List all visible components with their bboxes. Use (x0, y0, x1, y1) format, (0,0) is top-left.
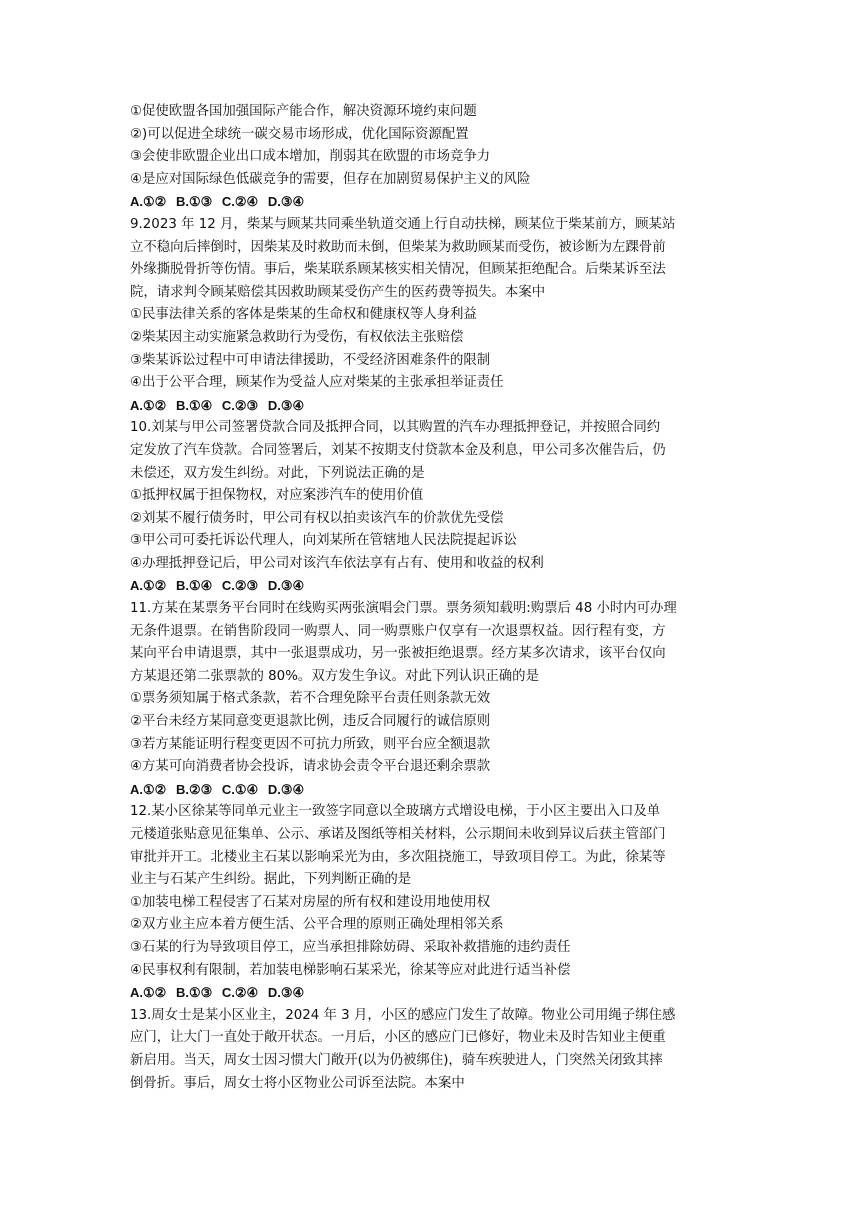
answer-options (130, 779, 732, 802)
option-b: B.①④ (175, 578, 213, 594)
option-a: A.①② (130, 781, 167, 797)
question-11 (130, 598, 732, 801)
question-8-continuation (130, 101, 732, 214)
stem-line: 10.刘某与甲公司签署贷款合同及抵押合同，以其购置的汽车办理抵押登记，并按照合同约 (130, 420, 661, 436)
statement-2: ②平台未经方某同意变更退款比例，违反合同履行的诚信原则 (130, 714, 491, 730)
question-10 (130, 417, 732, 598)
stem-line: 13.周女士是某小区业主，2024 年 3 月，小区的感应门发生了故障。物业公司用绳子绑住感 (130, 1007, 676, 1023)
option-b: B.①③ (175, 985, 213, 1001)
stem-line: 定发放了汽车贷款。合同签署后，刘某不按期支付贷款本金及利息，甲公司多次催告后，仍 (130, 442, 666, 458)
option-b: B.①③ (175, 194, 213, 210)
statement-1: ①票务须知属于格式条款，若不合理免除平台责任则条款无效 (130, 691, 491, 707)
option-c: C.②④ (221, 194, 259, 210)
stem-line: 应门，让大门一直处于敞开状态。一月后，小区的感应门已修好，物业未及时告知业主便重 (130, 1030, 666, 1046)
option-c: C.①④ (221, 781, 259, 797)
option-b: B.①④ (175, 397, 213, 413)
statement-2: ②柴某因主动实施紧急救助行为受伤，有权依法主张赔偿 (130, 329, 464, 345)
stem-line: 某向平台申请退票，其中一张退票成功，另一张被拒绝退票。经方某多次请求，该平台仅向 (130, 646, 666, 662)
option-d: D.③④ (267, 985, 305, 1001)
question-9 (130, 214, 732, 417)
option-c: C.②④ (221, 985, 259, 1001)
stem-line: 未偿还，双方发生纠纷。对此，下列说法正确的是 (130, 465, 425, 481)
statement-4: ④民事权利有限制，若加装电梯影响石某采光，徐某等应对此进行适当补偿 (130, 962, 571, 978)
statement-4: ④出于公平合理，顾某作为受益人应对柴某的主张承担举证责任 (130, 375, 504, 391)
answer-options (130, 982, 732, 1005)
option-a: A.①② (130, 578, 167, 594)
statement-2: ②)可以促进全球统一碳交易市场形成，优化国际资源配置 (130, 126, 469, 142)
statement-3: ③石某的行为导致项目停工，应当承担排除妨碍、采取补救措施的违约责任 (130, 939, 571, 955)
statement-1: ①促使欧盟各国加强国际产能合作，解决资源环境约束问题 (130, 104, 477, 119)
option-a: A.①② (130, 397, 167, 413)
statement-3: ③会使非欧盟企业出口成本增加，削弱其在欧盟的市场竞争力 (130, 149, 491, 165)
stem-line: 无条件退票。在销售阶段同一购票人、同一购票账户仅享有一次退票权益。因行程有变，方 (130, 623, 666, 639)
statement-3: ③甲公司可委托诉讼代理人，向刘某所在管辖地人民法院提起诉讼 (130, 533, 517, 549)
stem-line: 9.2023 年 12 月，柴某与顾某共同乘坐轨道交通上行自动扶梯，顾某位于柴某前方，顾某站 (130, 216, 676, 232)
stem-line: 审批并开工。北楼业主石某以影响采光为由，多次阻挠施工，导致项目停工。为此，徐某等 (130, 849, 666, 865)
stem-line: 立不稳向后摔倒时，因柴某及时救助而未倒，但柴某为救助顾某而受伤，被诊断为左踝骨前 (130, 239, 666, 255)
statement-4: ④方某可向消费者协会投诉，请求协会责令平台退还剩余票款 (130, 759, 491, 775)
statement-4: ④办理抵押登记后，甲公司对该汽车依法享有占有、使用和收益的权利 (130, 555, 544, 571)
statement-2: ②刘某不履行债务时，甲公司有权以拍卖该汽车的价款优先受偿 (130, 510, 504, 526)
option-d: D.③④ (267, 578, 305, 594)
stem-line: 倒骨折。事后，周女士将小区物业公司诉至法院。本案中 (130, 1075, 465, 1091)
option-d: D.③④ (267, 781, 305, 797)
stem-line: 元楼道张贴意见征集单、公示、承诺及图纸等相关材料，公示期间未收到异议后获主管部门 (130, 827, 666, 842)
question-13 (130, 1005, 732, 1095)
stem-line: 12.某小区徐某等同单元业主一致签字同意以全玻璃方式增设电梯，于小区主要出入口及单 (130, 804, 661, 820)
statement-3: ③柴某诉讼过程中可申请法律援助，不受经济困难条件的限制 (130, 352, 491, 368)
option-b: B.②③ (175, 781, 213, 797)
stem-line: 院，请求判令顾某赔偿其因救助顾某受伤产生的医药费等损失。本案中 (130, 284, 546, 300)
document-page (130, 101, 732, 1095)
answer-options (130, 575, 732, 598)
answer-options (130, 395, 732, 418)
question-12 (130, 801, 732, 1004)
option-d: D.③④ (267, 194, 305, 210)
option-c: C.②③ (221, 397, 259, 413)
stem-line: 11.方某在某票务平台同时在线购买两张演唱会门票。票务须知载明:购票后 48 小时内可办理 (130, 601, 677, 617)
statement-1: ①加装电梯工程侵害了石某对房屋的所有权和建设用地使用权 (130, 894, 491, 910)
stem-line: 外缘撕脱骨折等伤情。事后，柴某联系顾某核实相关情况，但顾某拒绝配合。后柴某诉至法 (130, 262, 666, 278)
option-d: D.③④ (267, 397, 305, 413)
option-c: C.②③ (221, 578, 259, 594)
statement-1: ①抵押权属于担保物权，对应案涉汽车的使用价值 (130, 488, 424, 504)
option-a: A.①② (130, 194, 167, 210)
stem-line: 业主与石某产生纠纷。据此，下列判断正确的是 (130, 872, 412, 888)
option-a: A.①② (130, 985, 167, 1001)
statement-3: ③若方某能证明行程变更因不可抗力所致，则平台应全额退款 (130, 736, 491, 752)
statement-2: ②双方业主应本着方便生活、公平合理的原则正确处理相邻关系 (130, 917, 504, 933)
statement-4: ④是应对国际绿色低碳竞争的需要，但存在加剧贸易保护主义的风险 (130, 171, 531, 187)
stem-line: 方某退还第二张票款的 80%。双方发生争议。对此下列认识正确的是 (130, 668, 539, 684)
stem-line: 新启用。当天，周女士因习惯大门敞开(以为仍被绑住)，骑车疾驶进人，门突然关闭致其摔 (130, 1052, 663, 1068)
answer-options (130, 191, 732, 214)
statement-1: ①民事法律关系的客体是柴某的生命权和健康权等人身利益 (130, 307, 477, 323)
